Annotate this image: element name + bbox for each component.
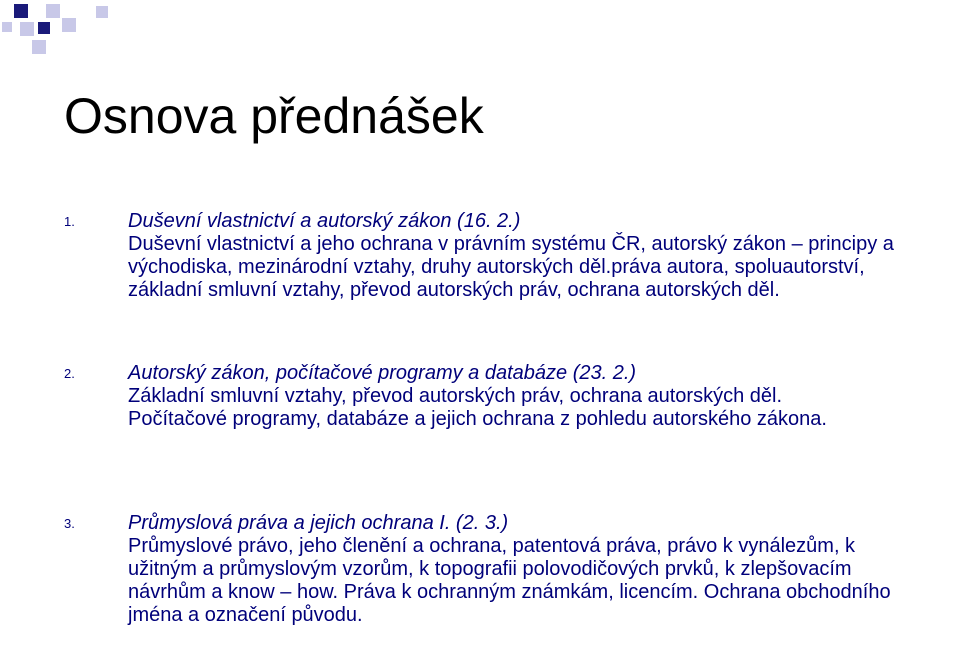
decor-square	[96, 6, 108, 18]
item-heading: Autorský zákon, počítačové programy a databáze (23. 2.)	[128, 362, 637, 384]
item-number: 3.	[64, 516, 75, 531]
corner-decoration	[0, 0, 110, 60]
page-title: Osnova přednášek	[64, 88, 484, 144]
decor-square	[14, 4, 28, 18]
list-item	[64, 362, 924, 431]
item-number: 2.	[64, 366, 75, 381]
item-description: Základní smluvní vztahy, převod autorských práv, ochrana autorských děl.	[128, 385, 783, 407]
list-item	[64, 512, 924, 627]
item-description-secondary: Počítačové programy, databáze a jejich ochrana z pohledu autorského zákona.	[128, 408, 827, 430]
decor-square	[2, 22, 12, 32]
decor-square	[38, 22, 50, 34]
item-number: 1.	[64, 214, 75, 229]
item-description: Průmyslové právo, jeho členění a ochrana, patentová práva, právo k vynálezům, k užitným a průmyslovým vzorům, k topografii polovodičových prvků, k zlepšovacím návrhům a know – how. Práva k ochranným známkám, licencím. Ochrana obchodního jména a označení původu.	[128, 535, 891, 626]
item-description: Duševní vlastnictví a jeho ochrana v právním systému ČR, autorský zákon – principy a východiska, mezinárodní vztahy, druhy autorských děl.práva autora, spoluautorství, základní smluvní vztahy, převod autorských práv, ochrana autorských děl.	[128, 233, 894, 301]
decor-square	[20, 22, 34, 36]
item-heading: Duševní vlastnictví a autorský zákon (16. 2.)	[128, 210, 521, 232]
list-item	[64, 210, 924, 302]
item-heading: Průmyslová práva a jejich ochrana I. (2. 3.)	[128, 512, 509, 534]
decor-square	[62, 18, 76, 32]
decor-square	[32, 40, 46, 54]
decor-square	[46, 4, 60, 18]
